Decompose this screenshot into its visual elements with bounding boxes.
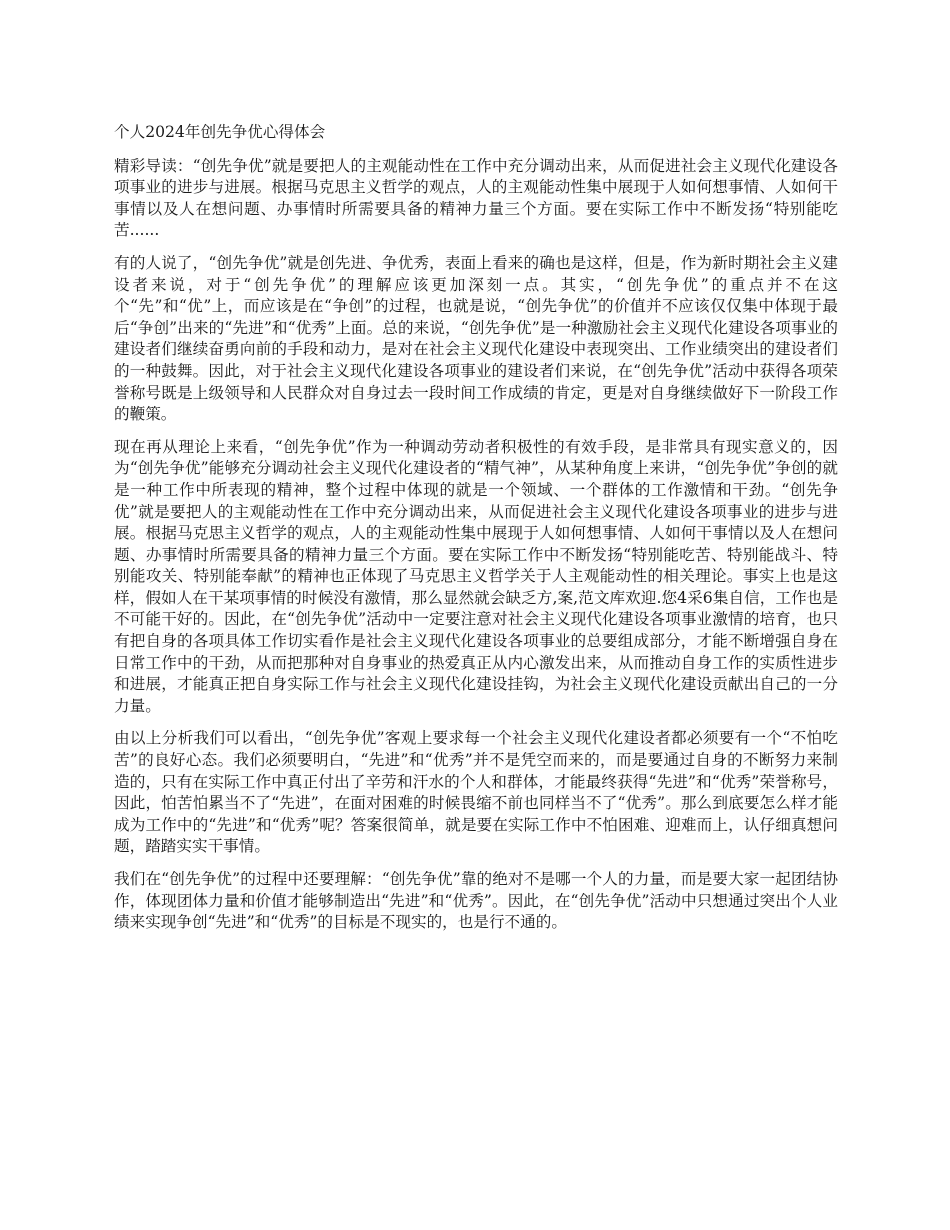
document-title: 个人2024年创先争优心得体会 xyxy=(114,123,326,141)
paragraph-4: 我们在“创先争优”的过程中还要理解：“创先争优”靠的绝对不是哪一个人的力量，而是要大家一起团结协作，体现团体力量和价值才能够制造出“先进”和“优秀”。因此，在“创先争优”活动中只想通过突出个人业绩来实现争创“先进”和“优秀”的目标是不现实的，也是行不通的。 xyxy=(114,870,838,932)
document-page xyxy=(114,122,838,945)
paragraph-intro: 精彩导读：“创先争优”就是要把人的主观能动性在工作中充分调动出来，从而促进社会主义现代化建设各项事业的进步与进展。根据马克思主义哲学的观点，人的主观能动性集中展现于人如何想事情、人如何干事情以及人在想问题、办事情时所需要具备的精神力量三个方面。要在实际工作中不断发扬“特别能吃苦...... xyxy=(114,156,838,240)
paragraph-1: 有的人说了，“创先争优”就是创先进、争优秀，表面上看来的确也是这样，但是，作为新时期社会主义建设者来说，对于“创先争优”的理解应该更加深刻一点。其实，“创先争优”的重点并不在这个“先”和“优”上，而应该是在“争创”的过程，也就是说，“创先争优”的价值并不应该仅仅集中体现于最后“争创”出来的“先进”和“优秀”上面。总的来说，“创先争优”是一种激励社会主义现代化建设各项事业的建设者们继续奋勇向前的手段和动力，是对在社会主义现代化建设中表现突出、工作业绩突出的建设者们的一种鼓舞。因此，对于社会主义现代化建设各项事业的建设者们来说，在“创先争优”活动中获得各项荣誉称号既是上级领导和人民群众对自身过去一段时间工作成绩的肯定，更是对自身继续做好下一阶段工作的鞭策。 xyxy=(114,253,838,424)
paragraph-3: 由以上分析我们可以看出，“创先争优”客观上要求每一个社会主义现代化建设者都必须要有一个“不怕吃苦”的良好心态。我们必须要明白，“先进”和“优秀”并不是凭空而来的，而是要通过自身的不断努力来制造的，只有在实际工作中真正付出了辛劳和汗水的个人和群体，才能最终获得“先进”和“优秀”荣誉称号，因此，怕苦怕累当不了“先进”，在面对困难的时候畏缩不前也同样当不了“优秀”。那么到底要怎么样才能成为工作中的“先进”和“优秀”呢？答案很简单，就是要在实际工作中不怕困难、迎难而上，认仔细真想问题，踏踏实实干事情。 xyxy=(114,729,838,856)
paragraph-2: 现在再从理论上来看，“创先争优”作为一种调动劳动者积极性的有效手段，是非常具有现实意义的，因为“创先争优”能够充分调动社会主义现代化建设者的“精气神”，从某种角度上来讲，“创先争优”争创的就是一种工作中所表现的精神，整个过程中体现的就是一个领域、一个群体的工作激情和干劲。“创先争优”就是要把人的主观能动性在工作中充分调动出来，从而促进社会主义现代化建设各项事业的进步与进展。根据马克思主义哲学的观点，人的主观能动性集中展现于人如何想事情、人如何干事情以及人在想问题、办事情时所需要具备的精神力量三个方面。要在实际工作中不断发扬“特别能吃苦、特别能战斗、特别能攻关、特别能奉献”的精神也正体现了马克思主义哲学关于人主观能动性的相关理论。事实上也是这样，假如人在干某项事情的时候没有激情，那么显然就会缺乏方,案,范文库欢迎.您4采6集自信，工作也是不可能干好的。因此，在“创先争优”活动中一定要注意对社会主义现代化建设各项事业激情的培育，也只有把自身的各项具体工作切实看作是社会主义现代化建设各项事业的总要组成部分，才能不断增强自身在日常工作中的干劲，从而把那种对自身事业的热爱真正从内心激发出来，从而推动自身工作的实质性进步和进展，才能真正把自身实际工作与社会主义现代化建设挂钩，为社会主义现代化建设贡献出自己的一分力量。 xyxy=(114,437,838,715)
